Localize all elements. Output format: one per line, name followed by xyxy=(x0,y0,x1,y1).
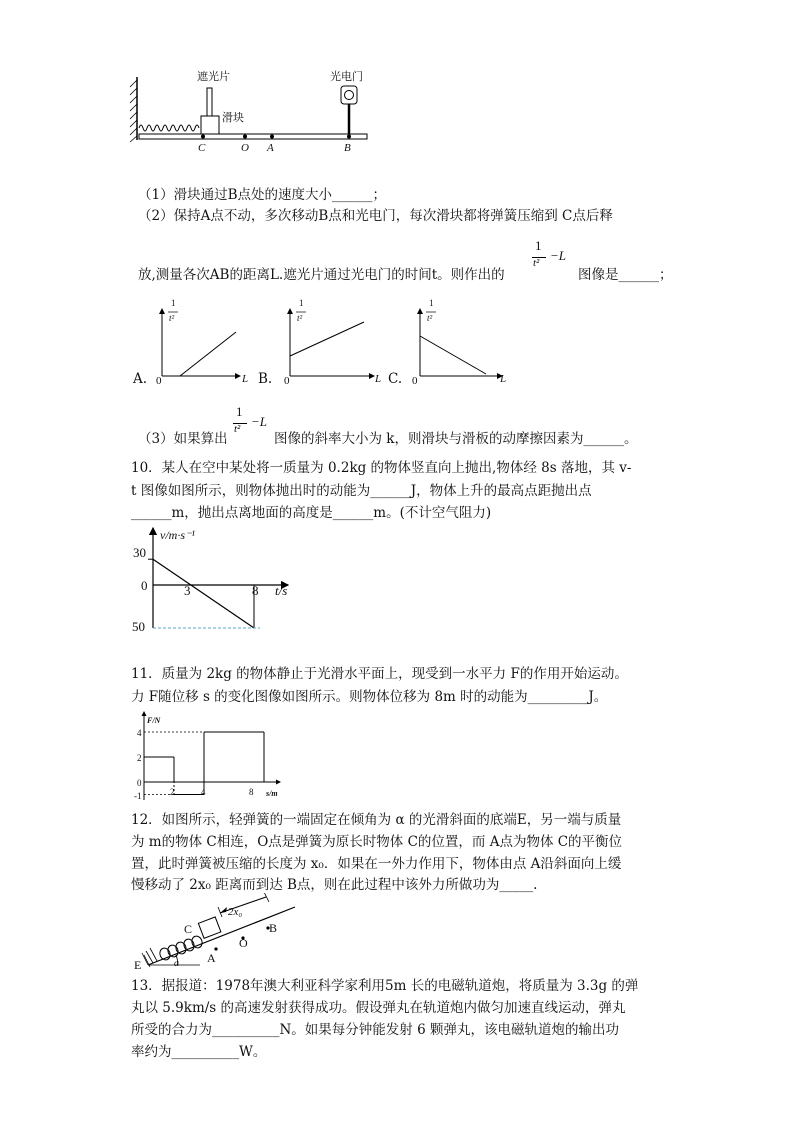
option-c-ylabel-num: 1 xyxy=(429,298,434,308)
option-a-xlabel: L xyxy=(242,373,249,385)
velocity-time-chart xyxy=(128,523,308,638)
option-c-letter[interactable]: C. xyxy=(388,371,403,387)
q9-part3-frac-num: 1 xyxy=(236,404,243,419)
q12-line4: 慢移动了 2x₀ 距离而到达 B点，则在此过程中该外力所做功为_____. xyxy=(131,877,538,893)
point-label-o: O xyxy=(241,142,249,154)
fs-tick-y-2: 2 xyxy=(137,753,142,763)
q10-line3: ______m，抛出点离地面的高度是______m。(不计空气阻力) xyxy=(131,505,492,521)
q9-part3-frac-den: t² xyxy=(234,423,241,435)
vt-tick-x-8: 8 xyxy=(252,583,259,598)
q11-line2: 力 F随位移 s 的变化图像如图所示。则物体位移为 8m 时的动能为_________J。 xyxy=(131,689,608,705)
incline-label-e: E xyxy=(134,958,142,972)
vt-series-line xyxy=(153,559,254,628)
option-a-origin: 0 xyxy=(156,375,162,387)
point-label-c: C xyxy=(198,142,206,154)
vt-tick-x-3: 3 xyxy=(184,583,191,598)
q9-part2-line3: 图像是______； xyxy=(578,267,673,283)
fs-tick-x-2: 2 xyxy=(170,787,175,797)
option-c-ylabel-den: t² xyxy=(427,313,433,323)
option-b-ylabel-den: t² xyxy=(297,313,303,323)
label-shade-piece: 遮光片 xyxy=(197,71,230,83)
q10-line1: 10．某人在空中某处将一质量为 0.2kg 的物体竖直向上抛出,物体经 8s 落地，其 v- xyxy=(131,460,632,476)
label-slider: 滑块 xyxy=(222,112,244,124)
q9-part2-line2: 放,测量各次AB的距离L.遮光片通过光电门的时间t。则作出的 xyxy=(138,267,505,283)
incline-label-b: B xyxy=(269,921,278,935)
option-a-ylabel-num: 1 xyxy=(171,298,176,308)
point-label-b: B xyxy=(344,142,351,154)
incline-spring-figure xyxy=(130,893,305,973)
fs-tick-y-neg1: -1 xyxy=(134,791,142,801)
option-b-letter[interactable]: B. xyxy=(258,371,273,387)
q9-part3-tail: 图像的斜率大小为 k，则滑块与滑板的动摩擦因素为______。 xyxy=(274,431,638,447)
vt-tick-y-50: 50 xyxy=(132,619,145,634)
q10-line2: t 图像如图所示，则物体抛出时的动能为______J，物体上升的最高点距抛出点 xyxy=(131,483,592,499)
q13-line4: 率约为__________W。 xyxy=(131,1044,267,1060)
incline-label-c: C xyxy=(184,922,193,936)
vt-tick-y-30: 30 xyxy=(133,545,146,560)
vt-ylabel: v/m·s⁻¹ xyxy=(160,528,195,542)
option-graphs xyxy=(130,295,530,390)
q12-line1: 12．如图所示，轻弹簧的一端固定在倾角为 α 的光滑斜面的底端E，另一端与质量 xyxy=(131,812,622,828)
point-label-a: A xyxy=(267,142,274,154)
option-c-origin: 0 xyxy=(412,375,418,387)
q9-frac-num: 1 xyxy=(535,238,542,253)
option-c-xlabel: L xyxy=(500,373,507,385)
option-b-origin: 0 xyxy=(284,375,290,387)
incline-label-a: A xyxy=(207,951,216,965)
fs-tick-y-0: 0 xyxy=(137,778,142,788)
option-b-xlabel: L xyxy=(375,373,382,385)
q12-line2: 为 m的物体 C相连，O点是弹簧为原长时物体 C的位置，而 A点为物体 C的平衡位 xyxy=(131,834,623,850)
incline-label-angle: α xyxy=(174,958,179,968)
fs-xlabel: s/m xyxy=(266,789,278,798)
fs-tick-x-4: 4 xyxy=(201,787,206,797)
vt-tick-y-0: 0 xyxy=(141,578,148,593)
q13-line3: 所受的合力为__________N。如果每分钟能发射 6 颗弹丸，该电磁轨道炮的输出功 xyxy=(131,1022,619,1038)
incline-label-dist: 2x₀ xyxy=(228,906,243,918)
q11-line1: 11．质量为 2kg 的物体静止于光滑水平面上，现受到一水平力 F的作用开始运动。 xyxy=(131,666,628,682)
q9-part3-frac-tail: −L xyxy=(251,414,268,429)
q12-line3: 置，此时弹簧被压缩的长度为 x₀．如果在一外力作用下，物体由点 A沿斜面向上缓 xyxy=(131,856,622,872)
incline-label-o: O xyxy=(239,936,248,950)
q13-line1: 13．据报道：1978年澳大利亚科学家利用5m 长的电磁轨道炮，将质量为 3.3g 的弹 xyxy=(131,978,639,994)
q9-frac-tail: −L xyxy=(550,248,567,263)
option-a-ylabel-den: t² xyxy=(169,313,175,323)
vt-xlabel: t/s xyxy=(275,583,288,598)
label-photogate: 光电门 xyxy=(330,71,363,83)
option-b-ylabel-num: 1 xyxy=(299,298,304,308)
fs-ylabel: F/N xyxy=(147,716,161,725)
q9-part3-lead: （3）如果算出 xyxy=(138,431,228,447)
option-a-letter[interactable]: A. xyxy=(133,371,148,387)
fs-tick-y-4: 4 xyxy=(137,728,142,738)
fs-tick-x-8: 8 xyxy=(249,787,254,797)
q9-part1: （1）滑块通过B点处的速度大小______； xyxy=(138,187,387,203)
q9-frac-den: t² xyxy=(533,257,540,269)
q13-line2: 丸以 5.9km/s 的高速发射获得成功。假设弹丸在轨道炮内做匀加速直线运动，弹丸 xyxy=(131,1000,626,1016)
q9-part2-line1: （2）保持A点不动，多次移动B点和光电门，每次滑块都将弹簧压缩到 C点后释 xyxy=(138,208,613,224)
